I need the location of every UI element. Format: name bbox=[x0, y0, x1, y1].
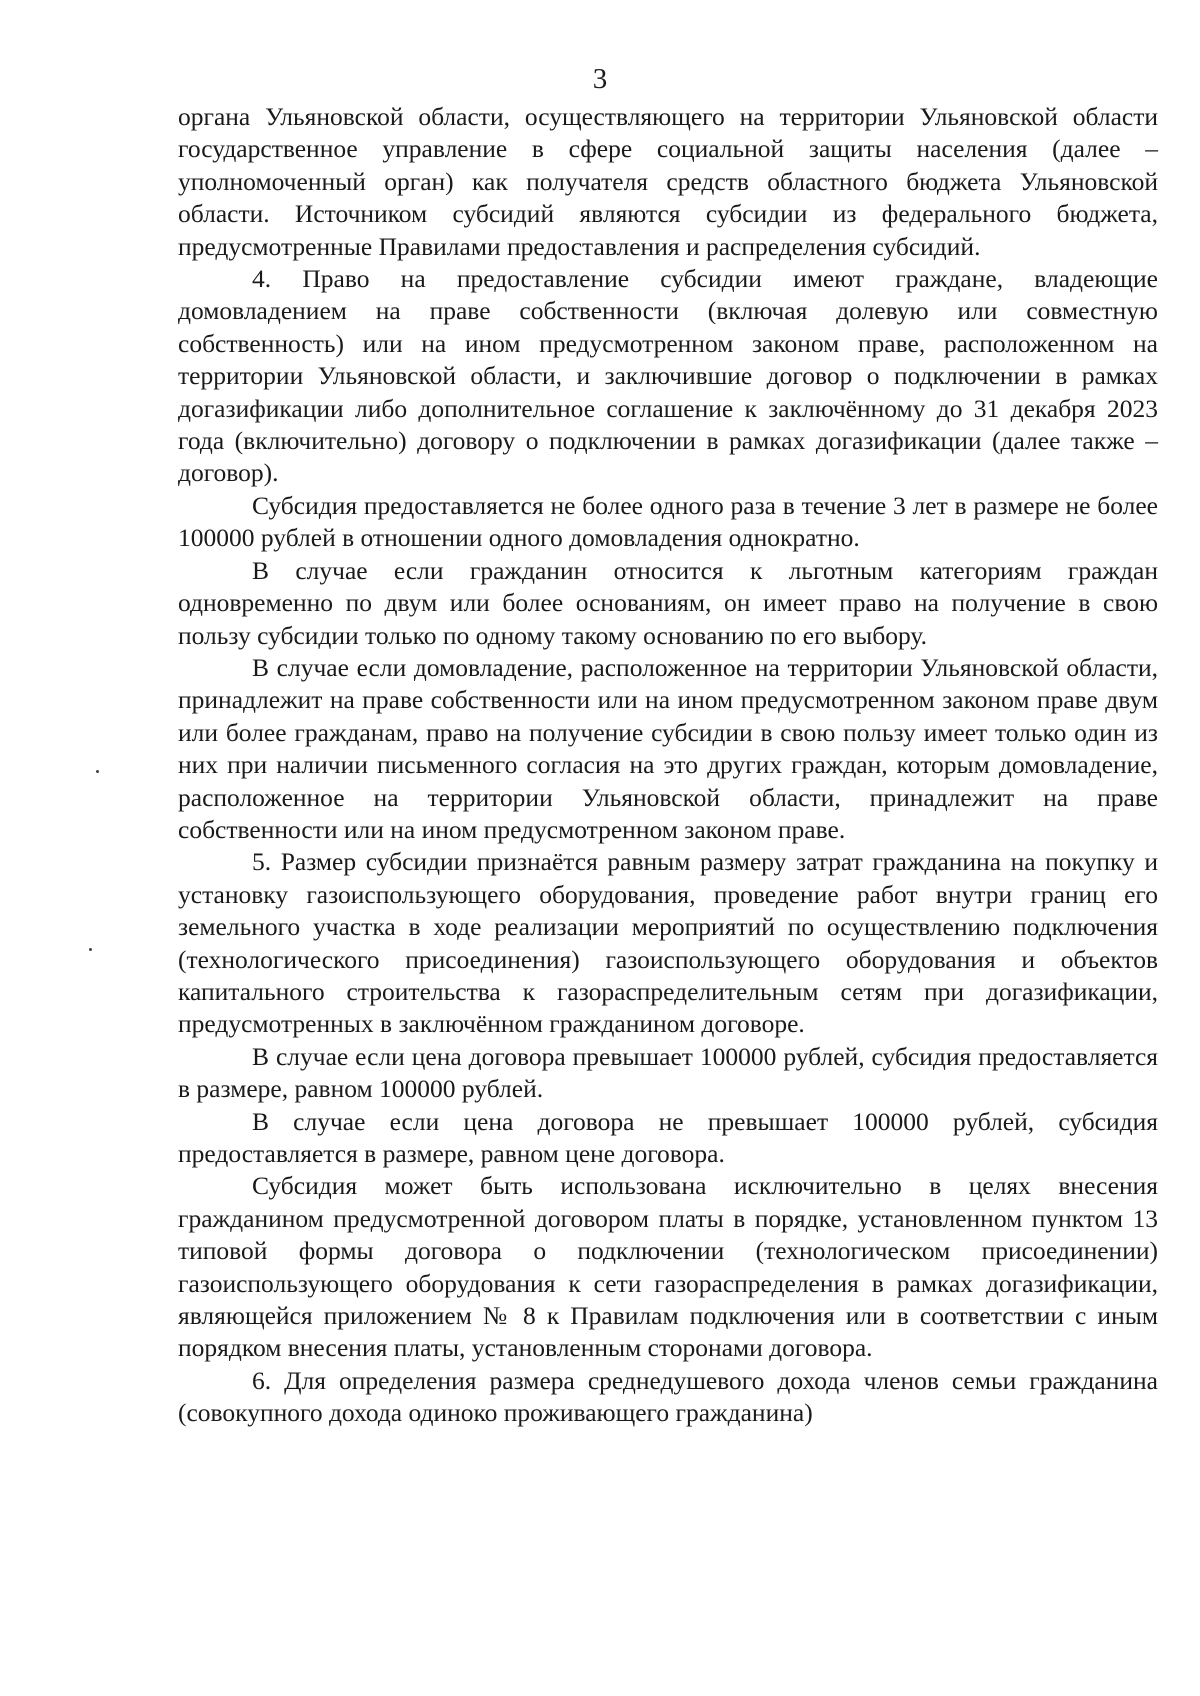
paragraph-item-4: 4. Право на предоставление субсидии имеют граждане, владеющие домовладением на праве собственности (включая долевую или совместную собственность) или на ином предусмотренном законом праве, расположенном на территории Ульяновской области, и заключившие договор о подключении в рамках догазификации либо дополнительное соглашение к заключённому до 31 декабря 2023 года (включительно) договору о подключении в рамках догазификации (далее также – договор). bbox=[178, 264, 1158, 488]
scan-artifact-dot bbox=[89, 948, 92, 951]
document-body bbox=[178, 101, 1158, 1430]
paragraph-item-5: 5. Размер субсидии признаётся равным размеру затрат гражданина на покупку и установку газоиспользующего оборудования, проведение работ внутри границ его земельного участка в ходе реализации мероприятий по осуществлению подключения (технологического присоединения) газоиспользующего оборудования и объектов капитального строительства к газораспределительным сетям при догазификации, предусмотренных в заключённом гражданином договоре. bbox=[178, 847, 1158, 1039]
paragraph-item-6: 6. Для определения размера среднедушевого дохода членов семьи гражданина (совокупного дохода одиноко проживающего гражданина) bbox=[178, 1365, 1158, 1428]
page-number: 3 bbox=[592, 63, 608, 95]
paragraph-continuation: органа Ульяновской области, осуществляющего на территории Ульяновской области государственное управление в сфере социальной защиты населения (далее – уполномоченный орган) как получателя средств областного бюджета Ульяновской области. Источником субсидий являются субсидии из федерального бюджета, предусмотренные Правилами предоставления и распределения субсидий. bbox=[178, 102, 1158, 261]
paragraph-shared-ownership: В случае если домовладение, расположенное на территории Ульяновской области, принадлежит на праве собственности или на ином предусмотренном законом праве двум или более гражданам, право на получение субсидии в свою пользу имеет только один из них при наличии письменного согласия на это других граждан, которым домовладение, расположенное на территории Ульяновской области, принадлежит на праве собственности или на ином предусмотренном законом праве. bbox=[178, 652, 1158, 844]
paragraph-subsidy-limit: Субсидия предоставляется не более одного раза в течение 3 лет в размере не более 100000 рублей в отношении одного домовладения однократно. bbox=[178, 490, 1158, 553]
scan-artifact-dot bbox=[96, 770, 99, 773]
paragraph-price-not-exceeds: В случае если цена договора не превышает 100000 рублей, субсидия предоставляется в размере, равном цене договора. bbox=[178, 1106, 1158, 1168]
paragraph-price-exceeds: В случае если цена договора превышает 100000 рублей, субсидия предоставляется в размере, равном 100000 рублей. bbox=[178, 1041, 1158, 1104]
paragraph-multiple-grounds: В случае если гражданин относится к льготным категориям граждан одновременно по двум или более основаниям, он имеет право на получение в свою пользу субсидии только по одному такому основанию по его выбору. bbox=[178, 555, 1158, 650]
paragraph-subsidy-usage: Субсидия может быть использована исключительно в целях внесения гражданином предусмотренной договором платы в порядке, установленном пунктом 13 типовой формы договора о подключении (технологическом присоединении) газоиспользующего оборудования к сети газораспределения в рамках догазификации, являющейся приложением № 8 к Правилам подключения или в соответствии с иным порядком внесения платы, установленным сторонами договора. bbox=[178, 1171, 1158, 1363]
